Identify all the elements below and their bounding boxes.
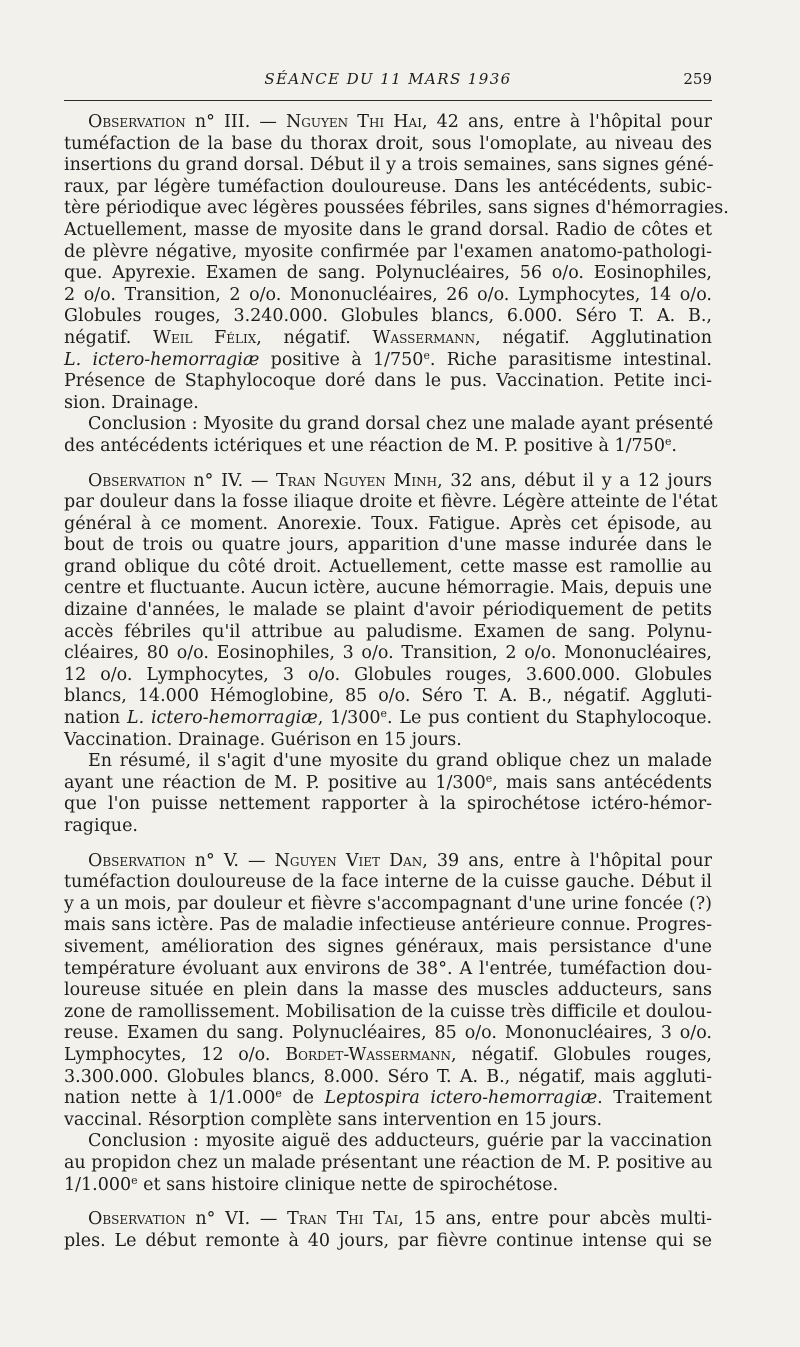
text-line [64,708,712,730]
observation-heading: Observation [88,850,186,871]
observation-3 [64,112,729,458]
text-run: positive à 1/750 [259,349,424,370]
text-line: ragique. [64,816,138,836]
text-line: En résumé, il s'agit d'une myosite du grand oblique chez un malade [88,751,712,772]
text-line: que. Apyrexie. Examen de sang. Polynucléaires, 56 o/o. Eosinophiles, [64,263,712,284]
text-run: . Traitement [597,1088,712,1109]
text-line: cléaires, 80 o/o. Eosinophiles, 3 o/o. Transition, 2 o/o. Mononucléaires, [64,643,712,664]
text-line [64,471,712,493]
text-run: , 42 ans, entre à l'hôpital pour [421,112,712,132]
patient-name: Nguyen Thi Hai [285,112,422,132]
text-line [64,436,712,458]
text-line: 3.300.000. Globules blancs, 8.000. Séro T. A. B., négatif, mais aggluti- [64,1066,712,1087]
patient-name: Nguyen Viet Dan [274,850,423,871]
text-line [64,773,712,795]
text-run: de [281,1088,325,1109]
page-number: 259 [683,70,712,88]
text-run: n° V. — [185,850,275,871]
observation-heading: Observation [88,1209,186,1230]
patient-name: Tran Nguyen Minh [276,470,438,491]
header-rule [64,100,712,101]
text-line: accès fébriles qu'il attribue au paludisme. Examen de sang. Polynu- [64,621,712,642]
text-line: sivement, amélioration des signes généraux, mais persistance d'une [64,936,712,957]
text-line: tuméfaction de la base du thorax droit, sous l'omoplate, au niveau des [64,133,712,154]
text-line: y a un mois, par douleur et fièvre s'accompagnant d'une urine foncée (?) [64,893,712,914]
superscript: e [664,434,672,448]
text-line: par douleur dans la fosse iliaque droite et fièvre. Légère atteinte de l'état [64,492,718,513]
text-run: des antécédents ictériques et une réaction de M. P. positive à 1/750 [64,435,665,456]
superscript: e [423,348,430,362]
text-line: général à ce moment. Anorexie. Toux. Fatigue. Après cet épisode, au [64,513,712,534]
text-run: nation nette à 1/1.000 [64,1088,276,1109]
text-line: au propidon chez un malade présentant une réaction de M. P. positive au [64,1152,713,1173]
text-line: tuméfaction douloureuse de la face interne de la cuisse gauche. Début il [64,872,712,893]
text-line: Présence de Staphylocoque doré dans le pus. Vaccination. Petite inci- [64,371,712,392]
text-line: zone de ramollissement. Mobilisation de la cuisse très difficile et doulou- [64,1001,712,1022]
text-line: de plèvre négative, myosite confirmée par l'examen anatomo-pathologi- [64,241,712,262]
text-line: insertions du grand dorsal. Début il y a trois semaines, sans signes géné- [64,155,714,176]
text-line: reuse. Examen du sang. Polynucléaires, 85 o/o. Mononucléaires, 3 o/o. [64,1023,712,1044]
text-run: , 1/300 [317,708,381,729]
text-line: Actuellement, masse de myosite dans le grand dorsal. Radio de côtes et [64,219,712,240]
text-run: , négatif. Globules rouges, [450,1044,712,1065]
text-line [64,1175,712,1197]
text-run: 1/1.000 [64,1174,132,1195]
text-line: grand oblique du côté droit. Actuellement, cette masse est ramollie au [64,556,712,577]
text-run: , 32 ans, début il y a 12 jours [437,470,712,491]
text-line [64,1088,712,1110]
text-line: Conclusion : Myosite du grand dorsal chez une malade ayant présenté [88,414,714,435]
text-line: Conclusion : myosite aiguë des adducteurs, guérie par la vaccination [88,1131,712,1152]
author-name: Weil Félix [152,327,257,348]
test-name: Bordet-Wassermann [285,1044,451,1065]
text-line [64,112,712,134]
text-run: , négatif. Agglutination [475,327,712,348]
text-line: mais sans ictère. Pas de maladie infectieuse antérieure connue. Progres- [64,915,712,936]
text-line: bout de trois ou quatre jours, apparition d'une masse indurée dans le [64,535,712,556]
superscript: e [131,1173,138,1187]
text-run: , négatif. [256,327,373,348]
running-head [64,70,712,94]
observation-4 [64,470,718,838]
text-line: Vaccination. Drainage. Guérison en 15 jours. [64,729,462,750]
superscript: e [380,707,387,721]
text-line: que l'on puisse nettement rapporter à la spirochétose ictéro-hémor- [64,794,712,815]
superscript: e [275,1087,282,1101]
text-run: nation [64,708,127,729]
text-line [64,328,712,350]
body-text [64,112,729,1252]
superscript: e [485,771,493,785]
text-line [64,1045,712,1067]
text-line: centre et fluctuante. Aucun ictère, aucune hémorragie. Mais, depuis une [64,578,712,599]
text-run: . Riche parasitisme intestinal. [429,349,712,370]
text-line: raux, par légère tuméfaction douloureuse. Dans les antécédents, subic- [64,176,712,197]
text-run: n° VI. — [185,1209,288,1230]
text-line: tère périodique avec légères poussées fébriles, sans signes d'hémorragies. [64,198,729,219]
text-run: ayant une réaction de M. P. positive au 1/300 [64,772,486,793]
species-name: L. ictero-hemorragiæ [64,349,260,370]
text-run: Lymphocytes, 12 o/o. [64,1044,286,1065]
text-line: 2 o/o. Transition, 2 o/o. Mononucléaires, 26 o/o. Lymphocytes, 14 o/o. [64,284,712,305]
observation-5 [64,851,712,1197]
text-line: blancs, 14.000 Hémoglobine, 85 o/o. Séro T. A. B., négatif. Aggluti- [64,686,712,707]
text-line: température évoluant aux environs de 38°. A l'entrée, tuméfaction dou- [64,958,712,979]
text-line: sion. Drainage. [64,392,199,413]
text-line: ples. Le début remonte à 40 jours, par fièvre continue intense qui se [64,1230,712,1251]
species-name: Leptospira ictero-hemorragiæ [324,1088,598,1109]
text-line [64,350,712,372]
text-run: , 15 ans, entre pour abcès multi- [398,1209,712,1230]
observation-heading: Observation [88,112,186,132]
species-name: L. ictero-hemorragiæ [126,708,318,729]
text-run: . [671,435,677,456]
text-line: vaccinal. Résorption complète sans intervention en 15 jours. [64,1109,603,1130]
text-line: dizaine d'années, le malade se plaint d'avoir périodiquement de petits [64,600,712,621]
text-line: 12 o/o. Lymphocytes, 3 o/o. Globules rouges, 3.600.000. Globules [64,664,712,685]
text-line: Globules rouges, 3.240.000. Globules blancs, 6.000. Séro T. A. B., [64,306,712,327]
patient-name: Tran Thi Tai [287,1209,399,1230]
text-run: et sans histoire clinique nette de spirochétose. [137,1174,559,1195]
text-run: n° IV. — [185,470,276,491]
text-run: négatif. [64,327,153,348]
author-name: Wassermann [372,327,476,348]
observation-6 [64,1209,712,1252]
text-run: n° III. — [185,112,286,132]
text-line [64,1209,712,1231]
text-run: , mais sans antécédents [492,772,712,793]
text-line: loureuse située en plein dans la masse des muscles adducteurs, sans [64,980,712,1001]
observation-heading: Observation [88,470,186,491]
text-run: . Le pus contient du Staphylocoque. [386,708,713,729]
text-run: , 39 ans, entre à l'hôpital pour [422,850,712,871]
running-title: SÉANCE DU 11 MARS 1936 [264,70,512,88]
text-line [64,851,712,873]
